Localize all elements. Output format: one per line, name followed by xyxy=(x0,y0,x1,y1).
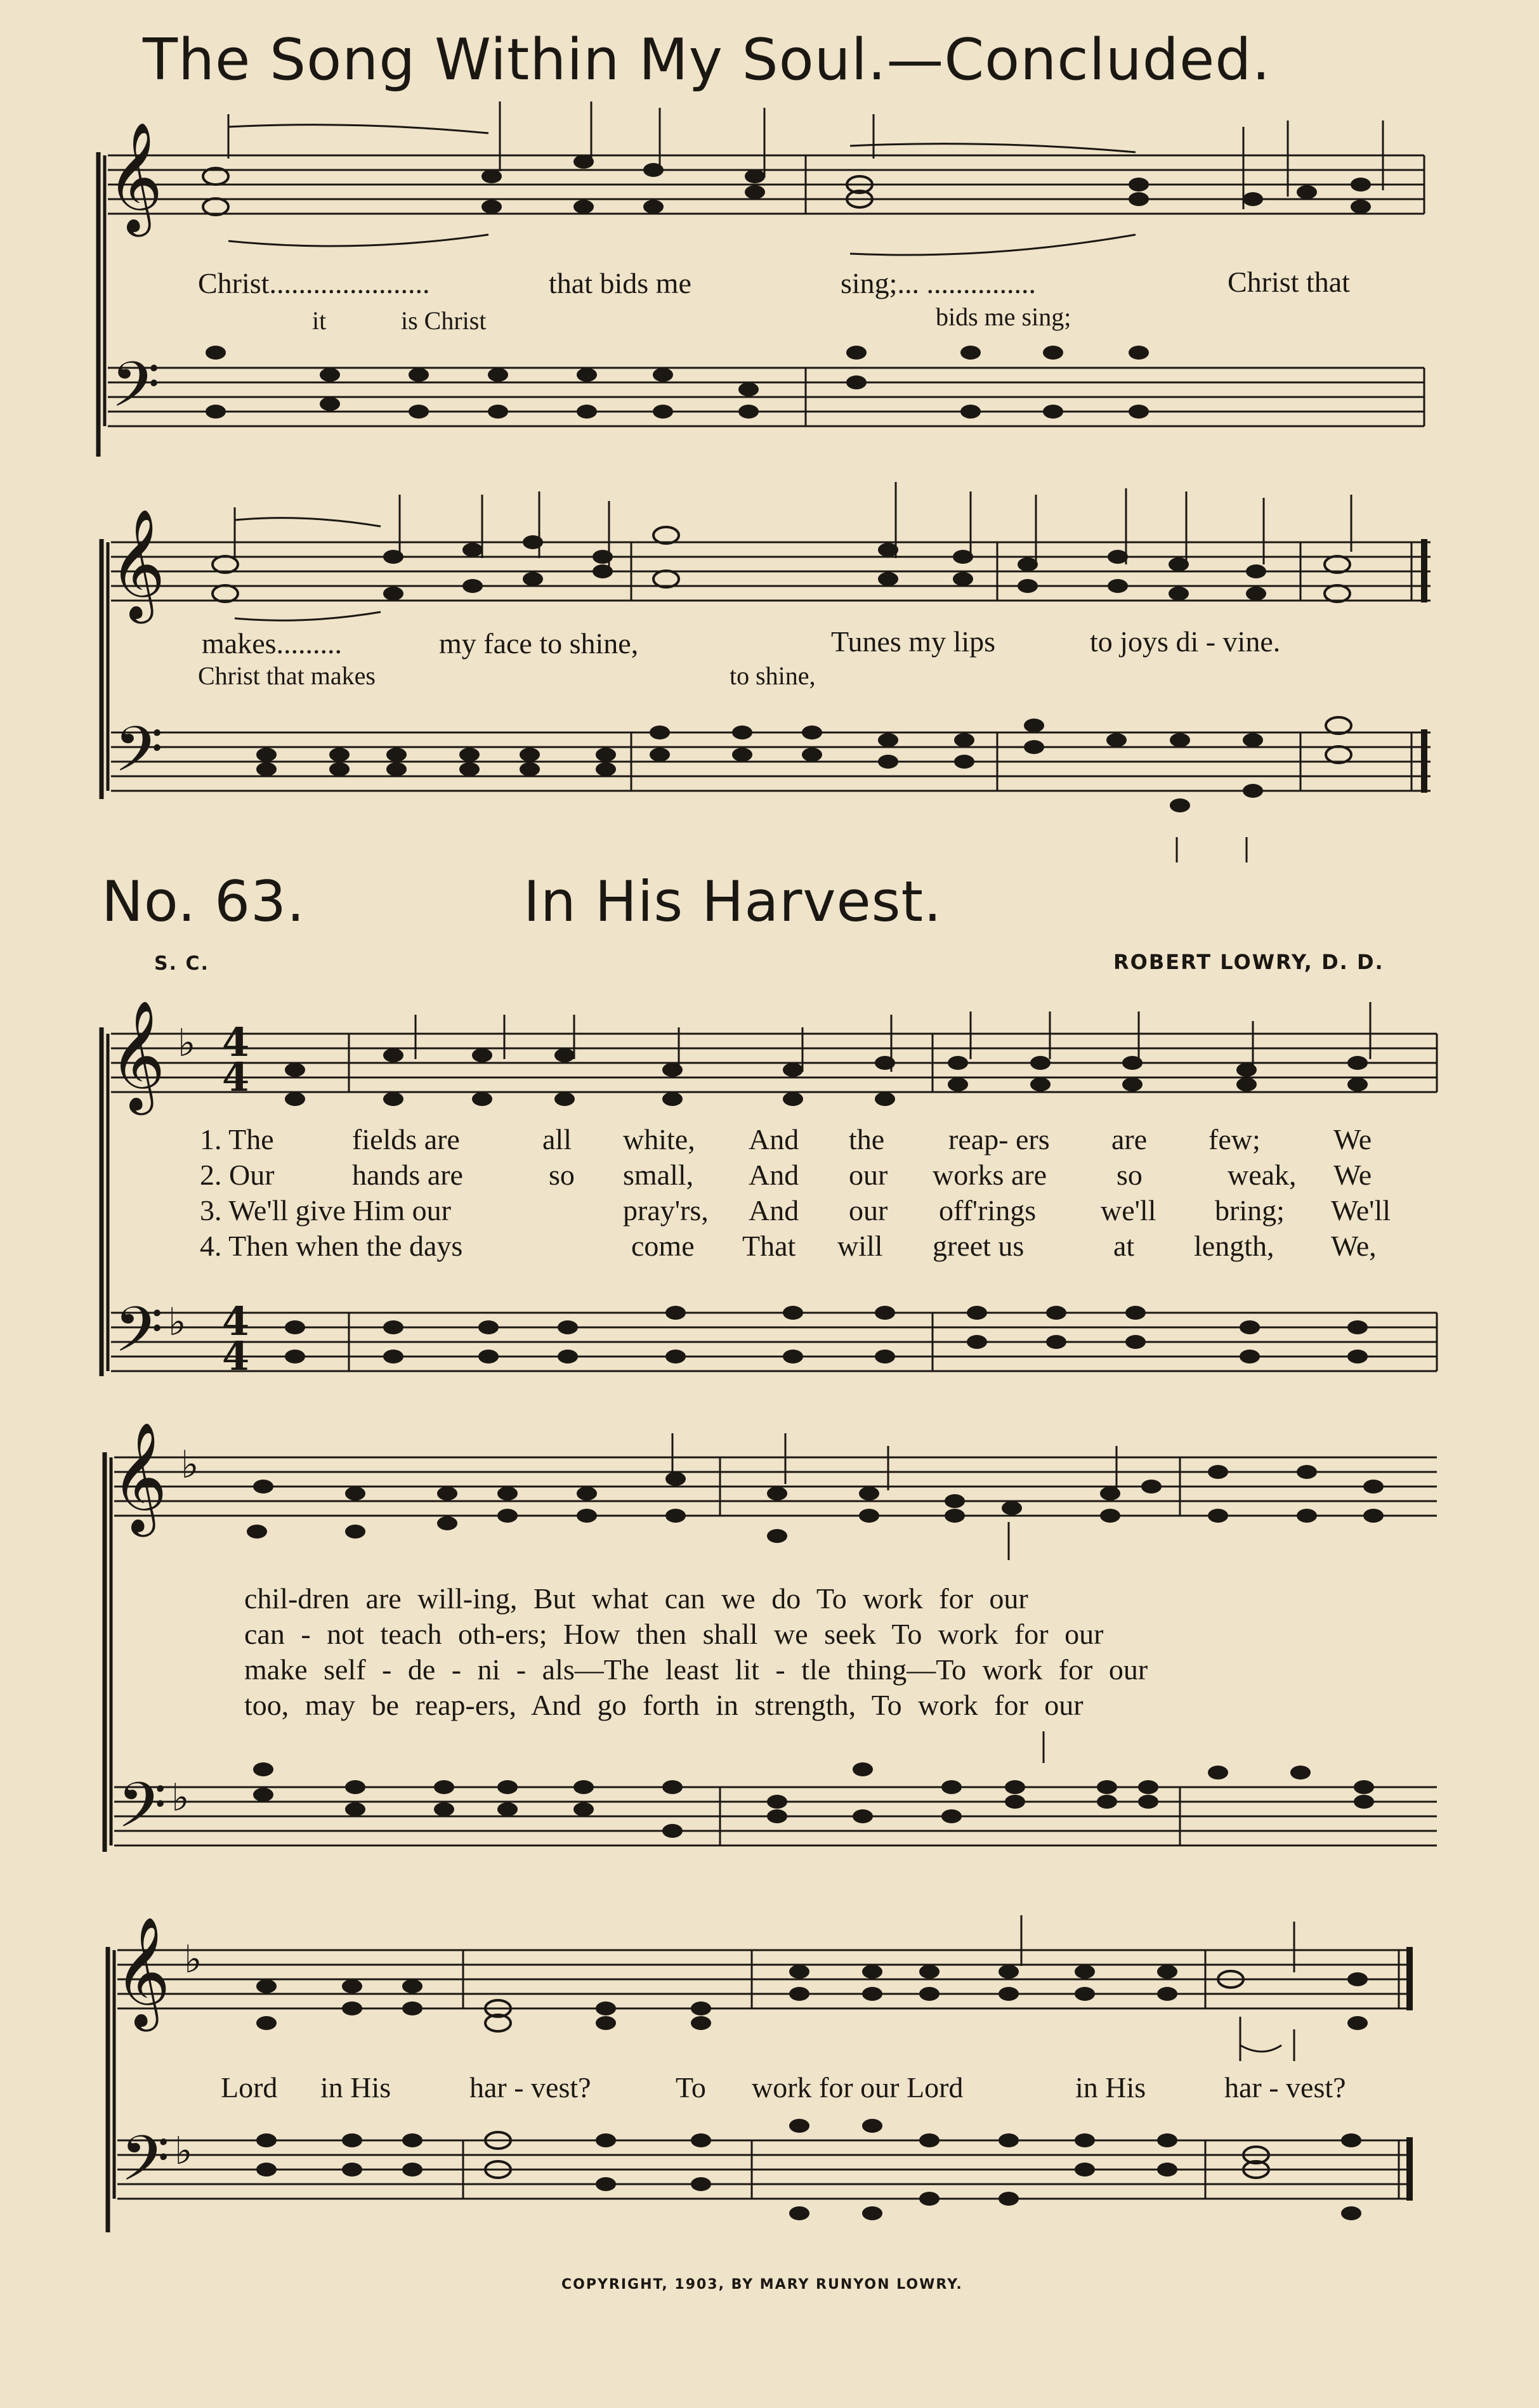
svg-text:𝄞: 𝄞 xyxy=(111,1422,167,1532)
word: off'rings xyxy=(939,1194,1037,1227)
svg-text:𝄞: 𝄞 xyxy=(114,1917,171,2027)
word: We xyxy=(1333,1159,1372,1191)
system1-lyric-4: Christ that xyxy=(1228,266,1350,298)
word: And xyxy=(749,1123,799,1155)
system1-music xyxy=(0,0,1539,482)
system1-alt-3: bids me sing; xyxy=(936,303,1071,331)
word: our xyxy=(849,1159,888,1191)
svg-text:♭: ♭ xyxy=(174,2129,193,2173)
word: We'll xyxy=(1331,1194,1391,1227)
system2-lyric-4: to joys di - vine. xyxy=(1090,625,1281,658)
svg-text:𝄢: 𝄢 xyxy=(114,1294,164,1382)
system1-alt-2: is Christ xyxy=(401,306,487,335)
svg-text:4: 4 xyxy=(222,1333,250,1379)
word: come xyxy=(631,1230,695,1262)
system1-lyric-2: that bids me xyxy=(549,267,691,299)
hymn-number: No. 63. xyxy=(102,869,306,934)
system2-alt-2: to shine, xyxy=(730,661,816,690)
word: small, xyxy=(623,1159,694,1191)
verse-2-line2: can - not teach oth-ers; How then shall we seek To work for our xyxy=(244,1618,1104,1650)
refrain-word: Lord xyxy=(221,2071,278,2104)
page-title-concluded: The Song Within My Soul.—Concluded. xyxy=(143,27,1271,93)
word: We, xyxy=(1331,1230,1377,1262)
svg-text:♭: ♭ xyxy=(168,1300,187,1344)
word: 2. Our xyxy=(200,1159,275,1191)
word: so xyxy=(549,1159,575,1191)
word: white, xyxy=(623,1123,695,1155)
composer-credit: ROBERT LOWRY, D. D. xyxy=(1113,950,1384,974)
system2-lyric-2: my face to shine, xyxy=(439,627,639,660)
svg-text:♭: ♭ xyxy=(181,1443,199,1487)
svg-text:𝄞: 𝄞 xyxy=(107,122,163,232)
word: weak, xyxy=(1228,1159,1297,1191)
word: we'll xyxy=(1101,1194,1156,1227)
word: That xyxy=(742,1230,796,1262)
svg-text:♭: ♭ xyxy=(184,1937,202,1982)
svg-text:𝄢: 𝄢 xyxy=(117,1769,167,1852)
word: 1. The xyxy=(200,1123,274,1155)
svg-text:4: 4 xyxy=(222,1054,250,1100)
word: And xyxy=(749,1194,799,1227)
refrain-word: work for our Lord xyxy=(752,2071,964,2104)
word: reap- ers xyxy=(948,1123,1050,1155)
hymn-title: In His Harvest. xyxy=(523,869,942,934)
verse-4-line2: too, may be reap-ers, And go forth in strength, To work for our xyxy=(244,1689,1084,1721)
word: greet us xyxy=(933,1230,1025,1262)
word: pray'rs, xyxy=(623,1194,709,1227)
system2-alt-1: Christ that makes xyxy=(198,661,376,690)
refrain-word: in His xyxy=(320,2071,391,2104)
word: all xyxy=(542,1123,572,1155)
word: are xyxy=(1111,1123,1148,1155)
word: And xyxy=(749,1159,799,1191)
system1-alt-1: it xyxy=(312,306,327,335)
word: the xyxy=(849,1123,885,1155)
svg-text:𝄢: 𝄢 xyxy=(111,349,160,437)
system2-lyric-1: makes......... xyxy=(202,627,343,660)
word: our xyxy=(849,1194,888,1227)
word: so xyxy=(1117,1159,1143,1191)
verse-1-line2: chil-dren are will-ing, But what can we do To work for our xyxy=(244,1582,1028,1615)
svg-text:𝄞: 𝄞 xyxy=(109,1000,166,1110)
refrain-word: in His xyxy=(1075,2071,1146,2104)
word: few; xyxy=(1208,1123,1261,1155)
refrain-word: To xyxy=(676,2071,706,2104)
svg-text:♭: ♭ xyxy=(178,1021,196,1065)
word: hands are xyxy=(352,1159,463,1191)
svg-text:𝄢: 𝄢 xyxy=(121,2123,170,2211)
word: 4. Then when the days xyxy=(200,1230,463,1262)
copyright-notice: COPYRIGHT, 1903, BY MARY RUNYON LOWRY. xyxy=(561,2277,963,2293)
word: at xyxy=(1113,1230,1135,1262)
word: bring; xyxy=(1215,1194,1285,1227)
verse-3-line2: make self - de - ni - als—The least lit - tle thing—To work for our xyxy=(244,1653,1148,1686)
svg-text:𝄞: 𝄞 xyxy=(109,509,166,619)
word: We xyxy=(1333,1123,1372,1155)
word: will xyxy=(837,1230,883,1262)
word: works are xyxy=(933,1159,1047,1191)
word: length, xyxy=(1194,1230,1274,1262)
refrain-word: har - vest? xyxy=(469,2071,591,2104)
svg-text:♭: ♭ xyxy=(171,1776,190,1820)
word: fields are xyxy=(352,1123,460,1155)
svg-text:4: 4 xyxy=(222,1298,250,1344)
svg-text:𝄢: 𝄢 xyxy=(114,713,164,802)
system1-lyric-1: Christ...................... xyxy=(198,267,430,299)
system2-lyric-3: Tunes my lips xyxy=(831,625,996,658)
refrain-word: har - vest? xyxy=(1224,2071,1346,2104)
meter-label: S. C. xyxy=(154,953,209,975)
system1-lyric-3: sing;... ............... xyxy=(841,267,1036,299)
svg-text:4: 4 xyxy=(222,1019,250,1065)
word: 3. We'll give Him our xyxy=(200,1194,451,1227)
